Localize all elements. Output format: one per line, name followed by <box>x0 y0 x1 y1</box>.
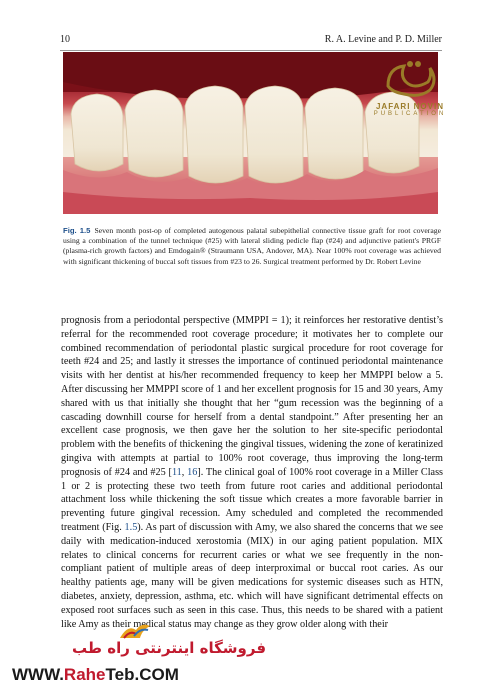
publisher-subtitle: PUBLICATION <box>373 111 447 117</box>
figure-label: Fig. 1.5 <box>63 226 91 235</box>
publisher-watermark <box>360 56 460 131</box>
store-watermark <box>0 620 267 700</box>
figure-reference-link[interactable]: 1.5 <box>124 521 138 533</box>
body-text <box>61 314 443 631</box>
page-number: 10 <box>60 34 70 45</box>
figure-caption <box>63 226 441 267</box>
running-head: R. A. Levine and P. D. Miller <box>324 34 442 45</box>
citation-link-16[interactable]: 16 <box>187 466 198 478</box>
store-url-rahe: Rahe <box>63 665 106 684</box>
store-url-teb: Teb <box>105 665 135 684</box>
body-text-c: ). As part of discussion with Amy, we also shared the concerns that we see daily with medication-induced xerostomia (MIX) in our aging patient population. MIX relates to clinical concerns for recurrent caries or what we see frequently in the non-compliant patient of multiple areas of deep interproximal or buccal root caries. As our healthy patients age, many will be given medications for systemic diseases such as HTN, diabetes, anxiety, depression, asthma, etc. which will have significant detrimental effects on exposed root surfaces such as seen in this case. Thus, this needs to be shared with a patient like Amy as their medical status may change as they grow older along with their <box>61 521 443 630</box>
publisher-name: JAFARI NOVIN <box>375 102 444 111</box>
body-text-a: prognosis from a periodontal perspective (MMPPI = 1); it reinforces her restorative dentist’s referral for the recommended root coverage procedure; it motivates her to complete our combined recommendation of periodontal plastic surgical procedure for root coverage for teeth #24 and 25; and lastly it stresses the importance of continued periodontal maintenance visits with her dentist at his/her recommended frequency to keep her MMPPI below a 5. After discussing her MMPPI score of 1 and her excellent prognosis for 15 and 30 years, Amy shared with us that initially she thought that her “gum recession was the beginning of a cascading downhill course for herself from a dental standpoint.” After presenting her an excellent case prognosis, we then gave her the solution to her site-specific periodontal problem with the benefits of thickening the gingival tissues, widening the zone of keratinized gingiva with attempts at partial to 100% root coverage, thus improving the long-term prognosis of #24 and #25 [ <box>61 315 443 478</box>
citation-separator: , <box>181 466 188 478</box>
citation-link-11[interactable]: 11 <box>171 466 182 478</box>
store-url-www: WWW. <box>12 665 64 684</box>
publisher-logo-icon <box>380 56 440 100</box>
store-url <box>12 665 179 685</box>
store-name-persian: فروشگاه اینترنتی راه طب <box>72 639 267 657</box>
body-text-b: ]. The clinical goal of 100% root coverage in a Miller Class 1 or 2 is protecting these two teeth from future root caries and additional periodontal attachment loss while thickening the soft tissue which creates a more favorable barrier in preventing future gingival recession. Amy scheduled and completed the recommended treatment (Fig. <box>61 466 444 533</box>
header-rule <box>60 50 442 51</box>
store-url-com: .COM <box>134 665 179 684</box>
figure-caption-text: Seven month post-op of completed autogenous palatal subepithelial connective tissue graft for root coverage using a combination of the tunnel technique (#25) with lateral sliding pedicle flap (#24) and adjunctive patient's PRGF (plasma-rich growth factors) and Emdogain® (Straumann USA, Andover, MA). Near 100% root coverage was achieved with significant thickening of buccal soft tissues from #23 to 26. Surgical treatment performed by Dr. Robert Levine <box>63 226 441 266</box>
body-paragraph <box>61 314 443 631</box>
